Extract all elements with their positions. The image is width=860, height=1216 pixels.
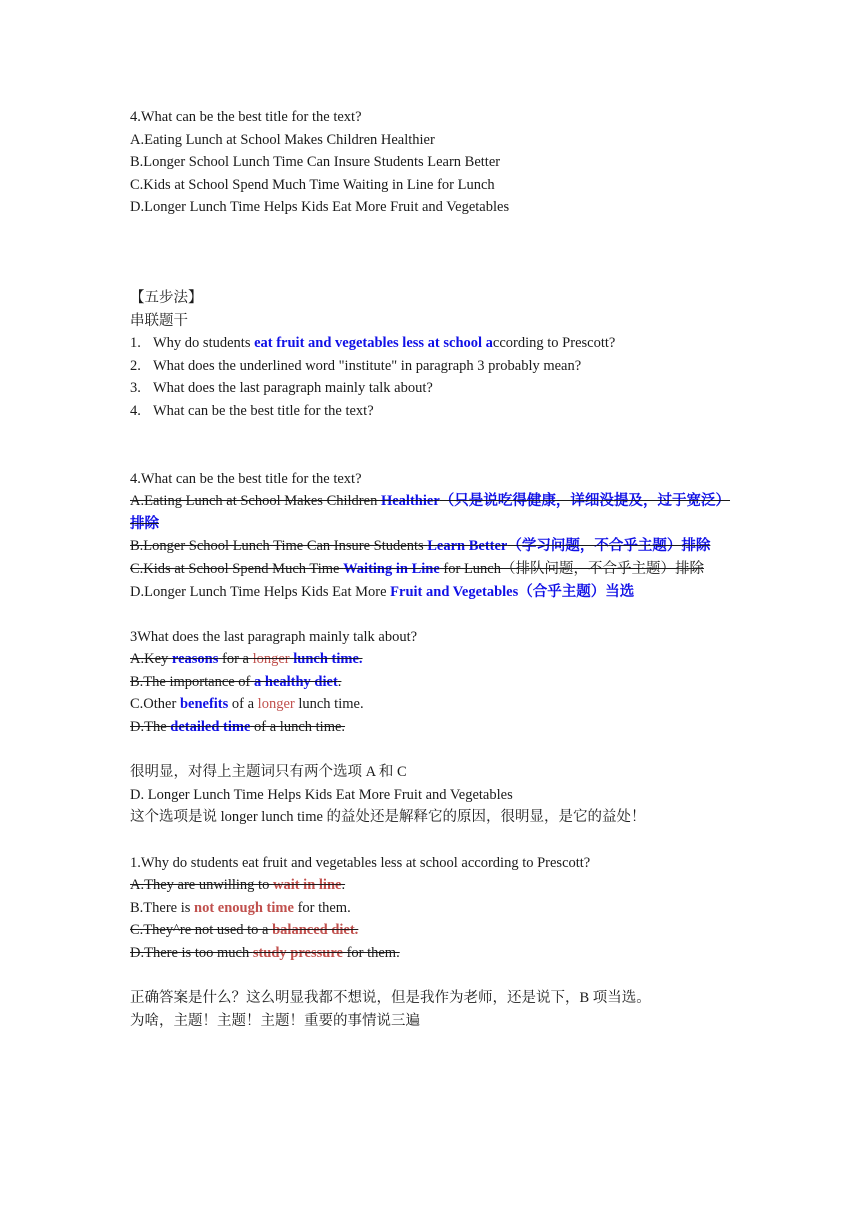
method-header: 【五步法】 — [130, 289, 203, 306]
list-number: 2. — [130, 357, 141, 374]
commentary-line-2: D. Longer Lunch Time Helps Kids Eat More Fruit and Vegetables — [130, 786, 513, 803]
commentary-line-3: 这个选项是说 longer lunch time 的益处还是解释它的原因，很明显，是它的益处！ — [130, 809, 646, 826]
q4-top-option-a: A.Eating Lunch at School Makes Children Healthier — [130, 131, 435, 148]
q4-top-option-c: C.Kids at School Spend Much Time Waiting in Line for Lunch — [130, 176, 495, 193]
q4-analysis-option-b: B.Longer School Lunch Time Can Insure Students Learn Better（学习问题，不合乎主题）排除 — [130, 538, 711, 555]
keyword: Waiting in Line — [343, 560, 440, 577]
keyword: reasons — [171, 651, 219, 668]
q4-top-option-b: B.Longer School Lunch Time Can Insure Students Learn Better — [130, 154, 501, 171]
q4-analysis-question: 4.What can be the best title for the text? — [130, 470, 362, 487]
q4-top-question: 4.What can be the best title for the text? — [130, 109, 362, 125]
q3-analysis-option-a: A.Key reasons for a longer lunch time. — [130, 651, 363, 668]
q3-analysis-question: 3What does the last paragraph mainly talk about? — [130, 628, 418, 645]
method-question-4: 4. What can be the best title for the text? — [130, 400, 730, 423]
keyword: not enough time — [194, 899, 294, 916]
highlight-word: longer — [257, 696, 295, 713]
spacer — [130, 423, 730, 468]
method-question-3: 3. What does the last paragraph mainly talk about? — [130, 377, 730, 400]
q3-analysis-option-c: C.Other benefits of a longer lunch time. — [130, 696, 364, 713]
closing-line-2: 为啥，主题！主题！主题！重要的事情说三遍 — [130, 1012, 420, 1029]
q4-top-option-d: D.Longer Lunch Time Helps Kids Eat More Fruit and Vegetables — [130, 199, 510, 216]
keyword: benefits — [179, 696, 229, 713]
keyword: eat fruit and vegetables less at school a — [254, 335, 493, 352]
q1-analysis-option-c: C.They^re not used to a balanced diet. — [130, 922, 359, 939]
q3-analysis-option-d: D.The detailed time of a lunch time. — [130, 719, 346, 736]
spacer — [130, 739, 730, 762]
keyword: a healthy diet — [254, 673, 338, 690]
document-page — [130, 106, 730, 1032]
spacer — [130, 603, 730, 626]
closing-line-1: 正确答案是什么？这么明显我都不想说，但是我作为老师，还是说下，B 项当选。 — [130, 990, 651, 1007]
q1-analysis-option-b: B.There is not enough time for them. — [130, 899, 351, 916]
analysis-note: （只是说吃得健康，详细没提及，过于宽泛）排除 — [130, 493, 731, 532]
keyword: Learn Better — [427, 538, 508, 555]
spacer — [130, 965, 730, 988]
keyword: lunch time. — [293, 651, 363, 668]
list-number: 4. — [130, 402, 141, 419]
analysis-note: （排队问题，不合乎主题）排除 — [501, 560, 704, 577]
method-subheader: 串联题干 — [130, 312, 188, 329]
q4-analysis-option-d: D.Longer Lunch Time Helps Kids Eat More Fruit and Vegetables（合乎主题）当选 — [130, 583, 635, 600]
q1-analysis-option-a: A.They are unwilling to wait in line. — [130, 877, 346, 894]
q4-analysis-option-c: C.Kids at School Spend Much Time Waiting in Line for Lunch（排队问题，不合乎主题）排除 — [130, 560, 704, 577]
keyword: balanced diet. — [272, 922, 359, 939]
method-question-2: 2. What does the underlined word "institute" in paragraph 3 probably mean? — [130, 355, 730, 378]
keyword: study pressure — [252, 945, 343, 961]
spacer — [130, 219, 730, 287]
highlight-word: longer — [252, 651, 290, 668]
keyword: Healthier — [380, 493, 440, 510]
keyword: Fruit and Vegetables — [390, 583, 519, 600]
list-number: 3. — [130, 380, 141, 397]
method-question-1: 1. Why do students eat fruit and vegetables less at school according to Prescott? — [130, 332, 730, 355]
keyword: wait in line — [272, 877, 342, 894]
list-number: 1. — [130, 335, 141, 352]
commentary-line-1: 很明显，对得上主题词只有两个选项 A 和 C — [130, 764, 407, 781]
spacer — [130, 829, 730, 852]
q4-analysis-option-a: A.Eating Lunch at School Makes Children Healthier（只是说吃得健康，详细没提及，过于宽泛）排除 — [130, 493, 731, 532]
q1-analysis-question: 1.Why do students eat fruit and vegetables less at school according to Prescott? — [130, 854, 591, 871]
q3-analysis-option-b: B.The importance of a healthy diet. — [130, 673, 342, 690]
analysis-note: （合乎主题）当选 — [518, 583, 635, 600]
keyword: detailed time — [170, 719, 251, 736]
analysis-note: （学习问题，不合乎主题）排除 — [507, 538, 711, 555]
q1-analysis-option-d: D.There is too much study pressure for them. — [130, 945, 400, 961]
